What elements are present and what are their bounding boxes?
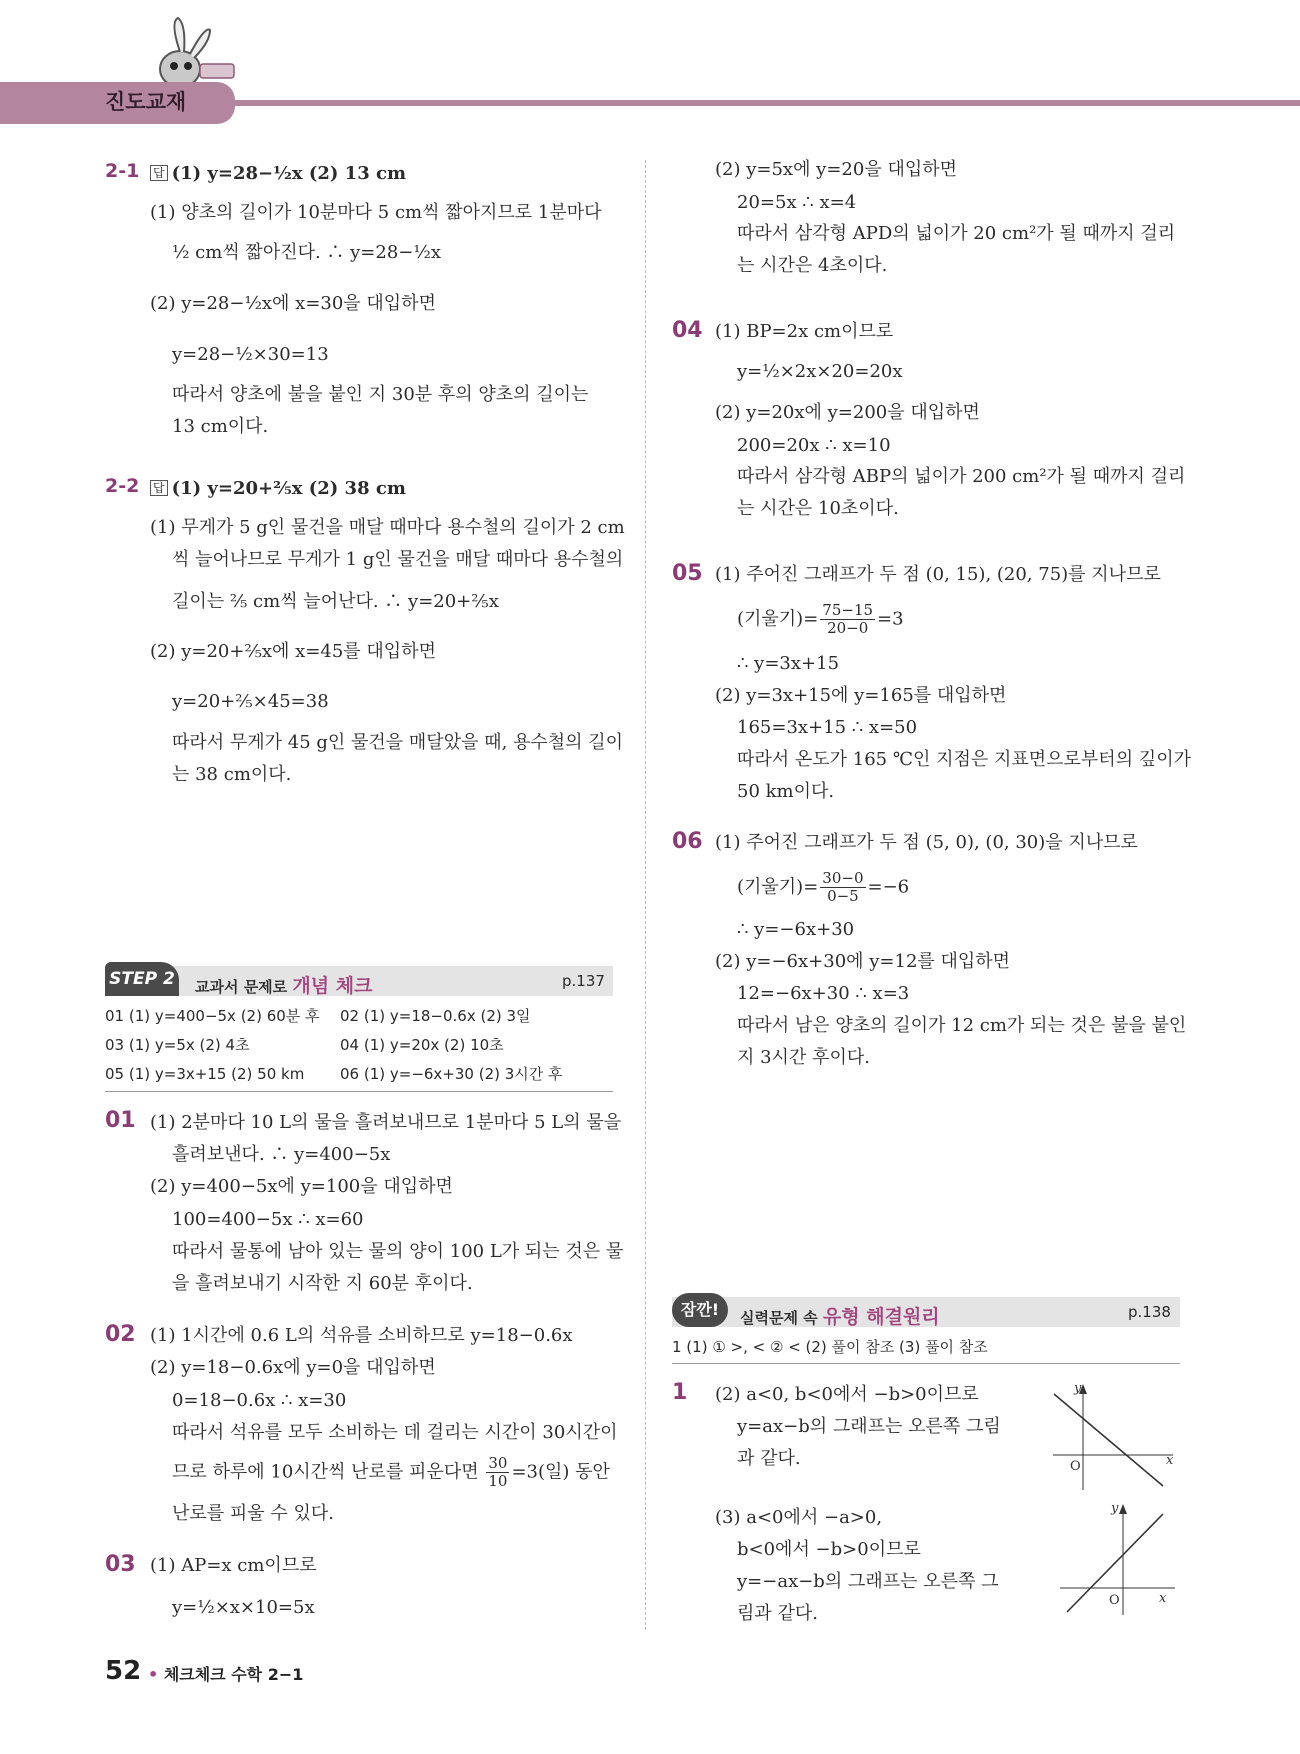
solution-line: (2) y=3x+15에 y=165를 대입하면	[715, 685, 1007, 706]
zam-answer: 1 (1) ① >, < ② < (2) 풀이 참조 (3) 풀이 참조	[672, 1338, 988, 1356]
solution-line: 길이는 ⅖ cm씩 늘어난다. ∴ y=20+⅖x	[172, 591, 499, 612]
solution-line: (2) y=20+⅖x에 x=45를 대입하면	[150, 641, 436, 662]
solution-line: (1) 양초의 길이가 10분마다 5 cm씩 짧아지므로 1분마다	[150, 202, 602, 223]
column-divider	[645, 160, 646, 1630]
step2-answer: 01 (1) y=400−5x (2) 60분 후	[105, 1007, 320, 1025]
header-title: 진도교재	[105, 90, 187, 114]
solution-line: 므로 하루에 10시간씩 난로를 피운다면 $\frac{30}{10}$ =3(일) 동안	[172, 1454, 610, 1490]
solution-line: 는 시간은 10초이다.	[737, 498, 899, 519]
solution-line: 과 같다.	[737, 1448, 801, 1469]
step2-answer: 05 (1) y=3x+15 (2) 50 km	[105, 1065, 305, 1083]
axis-x-label: x	[1166, 1453, 1174, 1468]
answer-text: (1) y=20+⅖x (2) 38 cm	[171, 478, 406, 499]
zam-page-ref: p.138	[1128, 1303, 1171, 1321]
solution-line: 200=20x ∴ x=10	[737, 435, 891, 456]
zam-rule	[672, 1363, 1180, 1364]
solution-line: 따라서 양초에 불을 붙인 지 30분 후의 양초의 길이는	[172, 384, 589, 405]
origin-label: O	[1109, 1593, 1120, 1608]
problem-number: 04	[672, 318, 703, 343]
fraction: $\frac{30-0}{0-5}$	[822, 869, 864, 905]
answer-line	[150, 162, 406, 186]
step2-answer: 02 (1) y=18−0.6x (2) 3일	[340, 1007, 531, 1025]
solution-line: 따라서 남은 양초의 길이가 12 cm가 되는 것은 불을 붙인	[737, 1015, 1187, 1036]
solution-line: b<0에서 −b>0이므로	[737, 1539, 921, 1560]
mascot-icon	[150, 14, 240, 92]
solution-line: (기울기)= $\frac{75-15}{20-0}$ =3	[737, 601, 904, 637]
header-rule	[200, 100, 1300, 106]
solution-line: ½ cm씩 짧아진다. ∴ y=28−½x	[172, 242, 441, 263]
solution-line: (2) y=400−5x에 y=100을 대입하면	[150, 1176, 453, 1197]
solution-line: 12=−6x+30 ∴ x=3	[737, 983, 910, 1004]
solution-line: 난로를 피울 수 있다.	[172, 1503, 334, 1524]
solution-line: 0=18−0.6x ∴ x=30	[172, 1390, 347, 1411]
solution-line: 따라서 삼각형 ABP의 넓이가 200 cm²가 될 때까지 걸리	[737, 466, 1186, 487]
problem-number: 06	[672, 829, 703, 854]
solution-line: (1) AP=x cm이므로	[150, 1555, 317, 1576]
solution-line: y=½×2x×20=20x	[737, 361, 903, 382]
solution-line: 100=400−5x ∴ x=60	[172, 1209, 364, 1230]
solution-line: (1) 2분마다 10 L의 물을 흘려보내므로 1분마다 5 L의 물을	[150, 1112, 622, 1133]
solution-line: 165=3x+15 ∴ x=50	[737, 717, 918, 738]
solution-line: (2) a<0, b<0에서 −b>0이므로	[715, 1384, 979, 1405]
solution-line: 림과 같다.	[737, 1603, 818, 1624]
problem-number: 05	[672, 561, 703, 586]
problem-number: 01	[105, 1108, 136, 1133]
solution-line: 는 38 cm이다.	[172, 764, 292, 785]
solution-line: ∴ y=3x+15	[737, 653, 840, 674]
answer-tag: 답	[150, 165, 168, 181]
step2-page-ref: p.137	[562, 972, 605, 990]
axis-y-label: y	[1111, 1501, 1119, 1516]
page-number: 52	[105, 1656, 142, 1686]
fraction: $\frac{75-15}{20-0}$	[822, 601, 874, 637]
fraction: $\frac{30}{10}$	[488, 1454, 508, 1490]
solution-line: y=20+⅖×45=38	[172, 691, 329, 712]
solution-line: 흘려보낸다. ∴ y=400−5x	[172, 1144, 391, 1165]
solution-line: (2) y=18−0.6x에 y=0을 대입하면	[150, 1357, 436, 1378]
solution-line: 따라서 온도가 165 ℃인 지점은 지표면으로부터의 깊이가	[737, 749, 1191, 770]
solution-line: 13 cm이다.	[172, 416, 269, 437]
solution-line: ∴ y=−6x+30	[737, 919, 855, 940]
solution-line: 20=5x ∴ x=4	[737, 192, 857, 213]
zam-badge: 잠깐!	[672, 1293, 728, 1327]
step2-rule	[105, 1091, 613, 1092]
solution-line: (1) 주어진 그래프가 두 점 (0, 15), (20, 75)를 지나므로	[715, 564, 1161, 585]
solution-line: 50 km이다.	[737, 781, 835, 802]
step2-label: 교과서 문제로 개념 체크	[195, 975, 373, 997]
solution-line: (기울기)= $\frac{30-0}{0-5}$ =−6	[737, 869, 910, 905]
solution-line: y=½×x×10=5x	[172, 1597, 315, 1618]
solution-line: (2) y=5x에 y=20을 대입하면	[715, 159, 957, 180]
answer-tag: 답	[150, 480, 168, 496]
graph-increasing-line	[1055, 1500, 1180, 1618]
answer-line	[150, 477, 406, 501]
solution-line: 는 시간은 4초이다.	[737, 255, 888, 276]
solution-line: 따라서 무게가 45 g인 물건을 매달았을 때, 용수철의 길이	[172, 732, 624, 753]
solution-line: y=28−½×30=13	[172, 344, 329, 365]
problem-number: 2-2	[105, 475, 140, 497]
solution-line: 따라서 석유를 모두 소비하는 데 걸리는 시간이 30시간이	[172, 1422, 618, 1443]
graph-decreasing-line	[1048, 1380, 1178, 1492]
solution-line: (2) y=−6x+30에 y=12를 대입하면	[715, 951, 1011, 972]
problem-number: 03	[105, 1552, 136, 1577]
solution-line: 을 흘려보내기 시작한 지 60분 후이다.	[172, 1273, 473, 1294]
axis-y-label: y	[1074, 1381, 1082, 1396]
solution-line: (3) a<0에서 −a>0,	[715, 1507, 883, 1528]
solution-line: y=ax−b의 그래프는 오른쪽 그림	[737, 1416, 1001, 1437]
solution-line: 따라서 물통에 남아 있는 물의 양이 100 L가 되는 것은 물	[172, 1241, 624, 1262]
answer-text: (1) y=28−½x (2) 13 cm	[171, 163, 407, 184]
step2-answer: 06 (1) y=−6x+30 (2) 3시간 후	[340, 1065, 563, 1083]
footer-book-title: • 체크체크 수학 2−1	[148, 1665, 304, 1684]
step2-answer: 04 (1) y=20x (2) 10초	[340, 1036, 504, 1054]
step2-answer: 03 (1) y=5x (2) 4초	[105, 1036, 250, 1054]
problem-number: 1	[672, 1380, 688, 1405]
origin-label: O	[1070, 1459, 1081, 1474]
solution-line: y=−ax−b의 그래프는 오른쪽 그	[737, 1571, 999, 1592]
solution-line: (1) BP=2x cm이므로	[715, 321, 894, 342]
solution-line: (2) y=28−½x에 x=30을 대입하면	[150, 293, 436, 314]
solution-line: 씩 늘어나므로 무게가 1 g인 물건을 매달 때마다 용수철의	[172, 549, 624, 570]
problem-number: 2-1	[105, 160, 140, 182]
step2-badge: STEP 2	[105, 962, 179, 996]
problem-number: 02	[105, 1322, 136, 1347]
zam-label: 실력문제 속 유형 해결원리	[740, 1306, 940, 1328]
solution-line: (1) 주어진 그래프가 두 점 (5, 0), (0, 30)을 지나므로	[715, 832, 1138, 853]
solution-line: (1) 1시간에 0.6 L의 석유를 소비하므로 y=18−0.6x	[150, 1325, 573, 1346]
solution-line: (2) y=20x에 y=200을 대입하면	[715, 402, 980, 423]
axis-x-label: x	[1159, 1591, 1167, 1606]
solution-line: (1) 무게가 5 g인 물건을 매달 때마다 용수철의 길이가 2 cm	[150, 517, 625, 538]
solution-line: 따라서 삼각형 APD의 넓이가 20 cm²가 될 때까지 걸리	[737, 223, 1176, 244]
solution-line: 지 3시간 후이다.	[737, 1047, 870, 1068]
